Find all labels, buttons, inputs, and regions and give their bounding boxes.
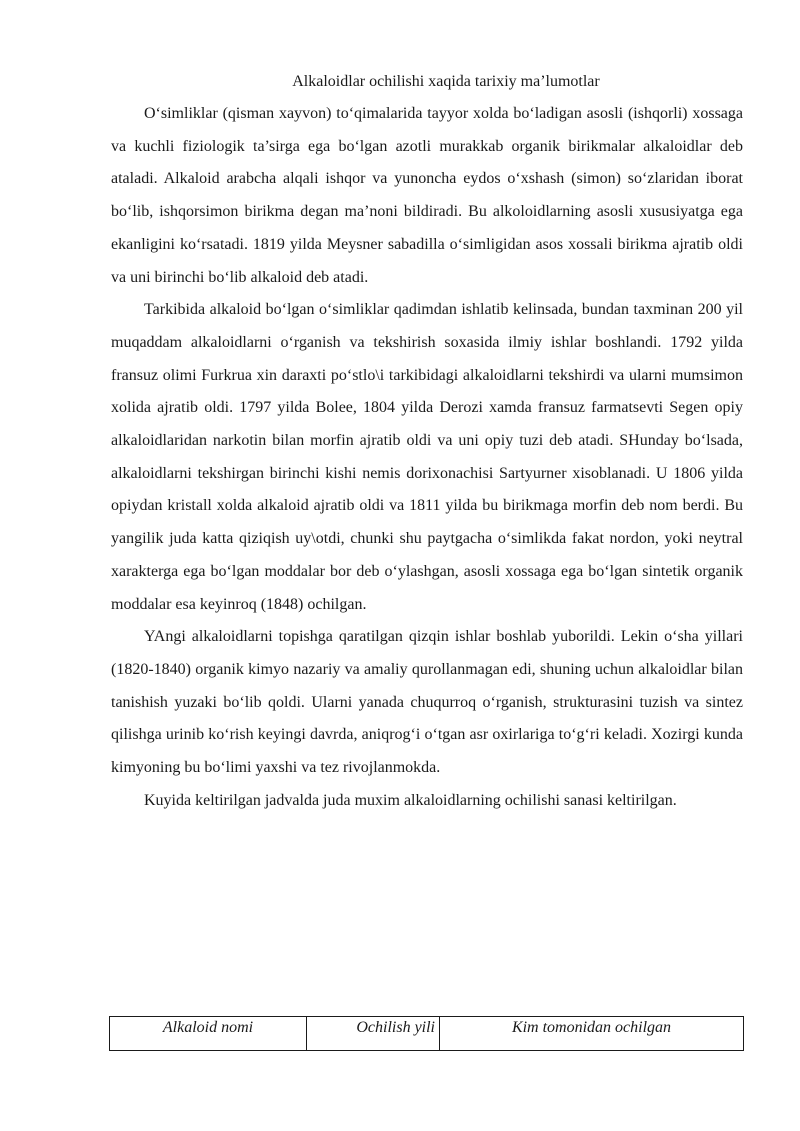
document-page: [111, 72, 743, 817]
table: [109, 1016, 744, 1051]
document-title: Alkaloidlar ochilishi xaqida tarixiy ma’lumotlar: [292, 73, 600, 90]
paragraph-1: O‘simliklar (qisman xayvon) to‘qimalarida tayyor xolda bo‘ladigan asosli (ishqorli) xossaga va kuchli fiziologik ta’sirga ega bo‘lgan azotli murakkab organik birikmalar alkaloidlar deb ataladi. Alkaloid arabcha alqali ishqor va yunoncha eydos o‘xshash (simon) so‘zlaridan iborat bo‘lib, ishqorsimon birikma degan ma’noni bildiradi. Bu alkoloidlarning asosli xususiyatga ega ekanligini ko‘rsatadi. 1819 yilda Meysner sabadilla o‘simligidan asos xossali birikma ajratib oldi va uni birinchi bo‘lib alkaloid deb atadi.: [111, 105, 743, 286]
header-alkaloid-name: Alkaloid nomi: [110, 1017, 307, 1051]
table-header-row: [110, 1017, 744, 1051]
alkaloid-table: [109, 1016, 744, 1051]
paragraph-2: Tarkibida alkaloid bo‘lgan o‘simliklar qadimdan ishlatib kelinsada, bundan taxminan 200 yil muqaddam alkaloidlarni o‘rganish va tekshirish soxasida ilmiy ishlar boshlandi. 1792 yilda fransuz olimi Furkrua xin daraxti po‘stlo\i tarkibidagi alkaloidlarni tekshirdi va ularni mumsimon xolida ajratib oldi. 1797 yilda Bolee, 1804 yilda Derozi xamda fransuz farmatsevti Segen opiy alkaloidlaridan narkotin bilan morfin ajratib oldi va uni opiy tuzi deb atadi. SHunday bo‘lsada, alkaloidlarni tekshirgan birinchi kishi nemis dorixonachisi Sartyurner xisoblanadi. U 1806 yilda opiydan kristall xolda alkaloid ajratib oldi va 1811 yilda bu birikmaga morfin deb nom berdi. Bu yangilik juda katta qiziqish uy\otdi, chunki shu paytgacha o‘simlikda fakat nordon, yoki neytral xarakterga ega bo‘lgan moddalar bor deb o‘ylashgan, asosli xossaga ega bo‘lgan sintetik organik moddalar esa keyinroq (1848) ochilgan.: [111, 301, 743, 613]
paragraph-4: Kuyida keltirilgan jadvalda juda muxim alkaloidlarning ochilishi sanasi keltirilgan.: [144, 791, 677, 809]
header-discovery-year: Ochilish yili: [307, 1017, 440, 1051]
header-discovered-by: Kim tomonidan ochilgan: [440, 1017, 744, 1051]
paragraph-3: YAngi alkaloidlarni topishga qaratilgan qizqin ishlar boshlab yuborildi. Lekin o‘sha yillari (1820-1840) organik kimyo nazariy va amaliy qurollanmagan edi, shuning uchun alkaloidlar bilan tanishish yuzaki bo‘lib qoldi. Ularni yanada chuqurroq o‘rganish, strukturasini tuzish va sintez qilishga urinib ko‘rish keyingi davrda, aniqrog‘i o‘tgan asr oxirlariga to‘g‘ri keladi. Xozirgi kunda kimyoning bu bo‘limi yaxshi va tez rivojlanmokda.: [111, 628, 743, 777]
